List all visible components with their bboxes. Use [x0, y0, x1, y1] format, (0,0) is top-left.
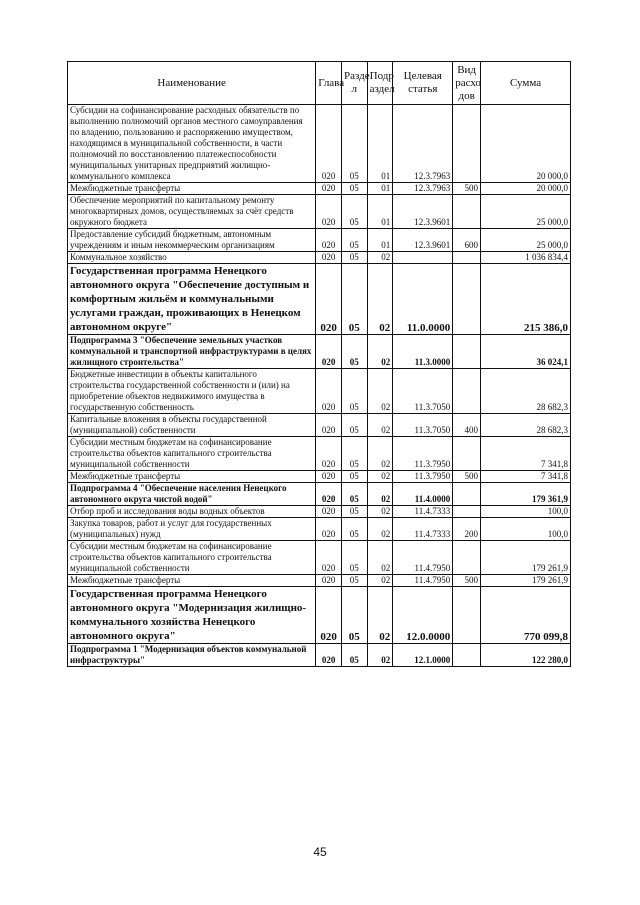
target-cell: 12.1.0000 [393, 644, 453, 667]
podrazdel-cell: 02 [367, 541, 393, 575]
row-name-cell: Государственная программа Ненецкого автономного округа "Модернизация жилищно-коммунального хозяйства Ненецкого автономного округа" [68, 587, 316, 644]
table-row [68, 483, 571, 506]
podrazdel-cell: 02 [367, 369, 393, 414]
table-row [68, 541, 571, 575]
table-row [68, 369, 571, 414]
vid-cell: 500 [453, 575, 481, 587]
row-name-cell: Закупка товаров, работ и услуг для государственных (муниципальных) нужд [68, 518, 316, 541]
row-name-cell: Государственная программа Ненецкого автономного округа "Обеспечение доступным и комфортным жильём и коммунальными услугами граждан, проживающих в Ненецком автономном округе" [68, 264, 316, 335]
podrazdel-cell: 02 [367, 414, 393, 437]
razdel-cell: 05 [341, 105, 367, 183]
vid-cell [453, 644, 481, 667]
glava-cell: 020 [316, 541, 342, 575]
podrazdel-cell: 02 [367, 264, 393, 335]
row-name-cell: Обеспечение мероприятий по капитальному ремонту многоквартирных домов, осуществляемых за счёт средств окружного бюджета [68, 195, 316, 229]
vid-cell [453, 369, 481, 414]
podrazdel-cell: 02 [367, 575, 393, 587]
razdel-cell: 05 [341, 264, 367, 335]
target-cell: 12.3.7963 [393, 105, 453, 183]
target-cell: 11.4.7950 [393, 541, 453, 575]
podrazdel-cell: 02 [367, 506, 393, 518]
glava-cell: 020 [316, 518, 342, 541]
table-row [68, 229, 571, 252]
table-row [68, 575, 571, 587]
glava-cell: 020 [316, 264, 342, 335]
header-podrazdel: Подр аздел [367, 62, 393, 105]
razdel-cell: 05 [341, 587, 367, 644]
target-cell: 11.0.0000 [393, 264, 453, 335]
sum-cell: 28 682,3 [481, 369, 571, 414]
glava-cell: 020 [316, 506, 342, 518]
header-target: Целевая статья [393, 62, 453, 105]
header-sum: Сумма [481, 62, 571, 105]
podrazdel-cell: 02 [367, 644, 393, 667]
glava-cell: 020 [316, 335, 342, 369]
row-name-cell: Отбор проб и исследования воды водных объектов [68, 506, 316, 518]
glava-cell: 020 [316, 105, 342, 183]
sum-cell: 20 000,0 [481, 183, 571, 195]
row-name-cell: Коммунальное хозяйство [68, 252, 316, 264]
sum-cell: 20 000,0 [481, 105, 571, 183]
table-row [68, 518, 571, 541]
podrazdel-cell: 02 [367, 587, 393, 644]
razdel-cell: 05 [341, 541, 367, 575]
row-name-cell: Субсидии на софинансирование расходных обязательств по выполнению полномочий органов местного самоуправления по владению, пользованию и распоряжению имуществом, находящимся в муниципальной собственности, в части полномочий по восстановлению платежеспособности муниципальных унитарных предприятий жилищно-коммунального комплекса [68, 105, 316, 183]
header-glava: Глава [316, 62, 342, 105]
target-cell: 11.4.7333 [393, 506, 453, 518]
sum-cell: 28 682,3 [481, 414, 571, 437]
podrazdel-cell: 02 [367, 483, 393, 506]
glava-cell: 020 [316, 229, 342, 252]
podrazdel-cell: 02 [367, 471, 393, 483]
sum-cell: 7 341,8 [481, 437, 571, 471]
vid-cell [453, 437, 481, 471]
target-cell: 11.3.7050 [393, 414, 453, 437]
table-row [68, 644, 571, 667]
razdel-cell: 05 [341, 506, 367, 518]
table-row [68, 587, 571, 644]
glava-cell: 020 [316, 369, 342, 414]
razdel-cell: 05 [341, 369, 367, 414]
glava-cell: 020 [316, 252, 342, 264]
table-row [68, 195, 571, 229]
table-row [68, 414, 571, 437]
page-number: 45 [313, 845, 327, 859]
row-name-cell: Предоставление субсидий бюджетным, автономным учреждениям и иным некоммерческим организациям [68, 229, 316, 252]
target-cell: 11.3.7950 [393, 471, 453, 483]
razdel-cell: 05 [341, 575, 367, 587]
header-name: Наименование [68, 62, 316, 105]
table-row [68, 252, 571, 264]
vid-cell: 500 [453, 471, 481, 483]
vid-cell [453, 506, 481, 518]
razdel-cell: 05 [341, 414, 367, 437]
vid-cell: 400 [453, 414, 481, 437]
target-cell: 12.3.9601 [393, 195, 453, 229]
glava-cell: 020 [316, 587, 342, 644]
vid-cell: 600 [453, 229, 481, 252]
table-body [68, 105, 571, 667]
glava-cell: 020 [316, 414, 342, 437]
sum-cell: 25 000,0 [481, 229, 571, 252]
razdel-cell: 05 [341, 483, 367, 506]
table-row [68, 471, 571, 483]
table-header-row [68, 62, 571, 105]
glava-cell: 020 [316, 644, 342, 667]
vid-cell: 200 [453, 518, 481, 541]
glava-cell: 020 [316, 437, 342, 471]
razdel-cell: 05 [341, 335, 367, 369]
razdel-cell: 05 [341, 437, 367, 471]
glava-cell: 020 [316, 195, 342, 229]
vid-cell [453, 541, 481, 575]
vid-cell [453, 483, 481, 506]
target-cell: 11.4.7950 [393, 575, 453, 587]
sum-cell: 122 280,0 [481, 644, 571, 667]
target-cell: 11.3.7950 [393, 437, 453, 471]
table-row [68, 264, 571, 335]
target-cell: 11.3.7050 [393, 369, 453, 414]
razdel-cell: 05 [341, 195, 367, 229]
row-name-cell: Бюджетные инвестиции в объекты капитального строительства государственной собственности и (или) на приобретение объектов недвижимого имущества в государственную собственность [68, 369, 316, 414]
row-name-cell: Субсидии местным бюджетам на софинансирование строительства объектов капитального строительства муниципальной собственности [68, 541, 316, 575]
row-name-cell: Капитальные вложения в объекты государственной (муниципальной) собственности [68, 414, 316, 437]
sum-cell: 36 024,1 [481, 335, 571, 369]
target-cell: 12.3.9601 [393, 229, 453, 252]
vid-cell [453, 264, 481, 335]
target-cell: 11.4.7333 [393, 518, 453, 541]
sum-cell: 100,0 [481, 518, 571, 541]
row-name-cell: Подпрограмма 1 "Модернизация объектов коммунальной инфраструктуры" [68, 644, 316, 667]
table-row [68, 335, 571, 369]
vid-cell [453, 252, 481, 264]
razdel-cell: 05 [341, 518, 367, 541]
target-cell [393, 252, 453, 264]
vid-cell [453, 587, 481, 644]
podrazdel-cell: 01 [367, 105, 393, 183]
header-razdel: Разде л [341, 62, 367, 105]
row-name-cell: Межбюджетные трансферты [68, 575, 316, 587]
target-cell: 12.0.0000 [393, 587, 453, 644]
vid-cell [453, 335, 481, 369]
podrazdel-cell: 02 [367, 518, 393, 541]
table-row [68, 437, 571, 471]
glava-cell: 020 [316, 575, 342, 587]
table-row [68, 105, 571, 183]
row-name-cell: Подпрограмма 4 "Обеспечение населения Ненецкого автономного округа чистой водой" [68, 483, 316, 506]
glava-cell: 020 [316, 483, 342, 506]
glava-cell: 020 [316, 471, 342, 483]
podrazdel-cell: 02 [367, 252, 393, 264]
razdel-cell: 05 [341, 252, 367, 264]
razdel-cell: 05 [341, 229, 367, 252]
podrazdel-cell: 01 [367, 183, 393, 195]
sum-cell: 25 000,0 [481, 195, 571, 229]
podrazdel-cell: 02 [367, 437, 393, 471]
sum-cell: 7 341,8 [481, 471, 571, 483]
sum-cell: 179 361,9 [481, 483, 571, 506]
sum-cell: 1 036 834,4 [481, 252, 571, 264]
table-row [68, 506, 571, 518]
vid-cell [453, 105, 481, 183]
target-cell: 11.3.0000 [393, 335, 453, 369]
sum-cell: 770 099,8 [481, 587, 571, 644]
podrazdel-cell: 01 [367, 229, 393, 252]
razdel-cell: 05 [341, 644, 367, 667]
vid-cell: 500 [453, 183, 481, 195]
sum-cell: 179 261,9 [481, 575, 571, 587]
razdel-cell: 05 [341, 471, 367, 483]
glava-cell: 020 [316, 183, 342, 195]
razdel-cell: 05 [341, 183, 367, 195]
sum-cell: 100,0 [481, 506, 571, 518]
sum-cell: 179 261,9 [481, 541, 571, 575]
podrazdel-cell: 02 [367, 335, 393, 369]
row-name-cell: Межбюджетные трансферты [68, 471, 316, 483]
table-row [68, 183, 571, 195]
target-cell: 12.3.7963 [393, 183, 453, 195]
row-name-cell: Подпрограмма 3 "Обеспечение земельных участков коммунальной и транспортной инфраструктурами в целях жилищного строительства" [68, 335, 316, 369]
target-cell: 11.4.0000 [393, 483, 453, 506]
row-name-cell: Субсидии местным бюджетам на софинансирование строительства объектов капитального строительства муниципальной собственности [68, 437, 316, 471]
sum-cell: 215 386,0 [481, 264, 571, 335]
vid-cell [453, 195, 481, 229]
row-name-cell: Межбюджетные трансферты [68, 183, 316, 195]
header-vid: Вид расхо дов [453, 62, 481, 105]
budget-table [67, 61, 571, 667]
podrazdel-cell: 01 [367, 195, 393, 229]
